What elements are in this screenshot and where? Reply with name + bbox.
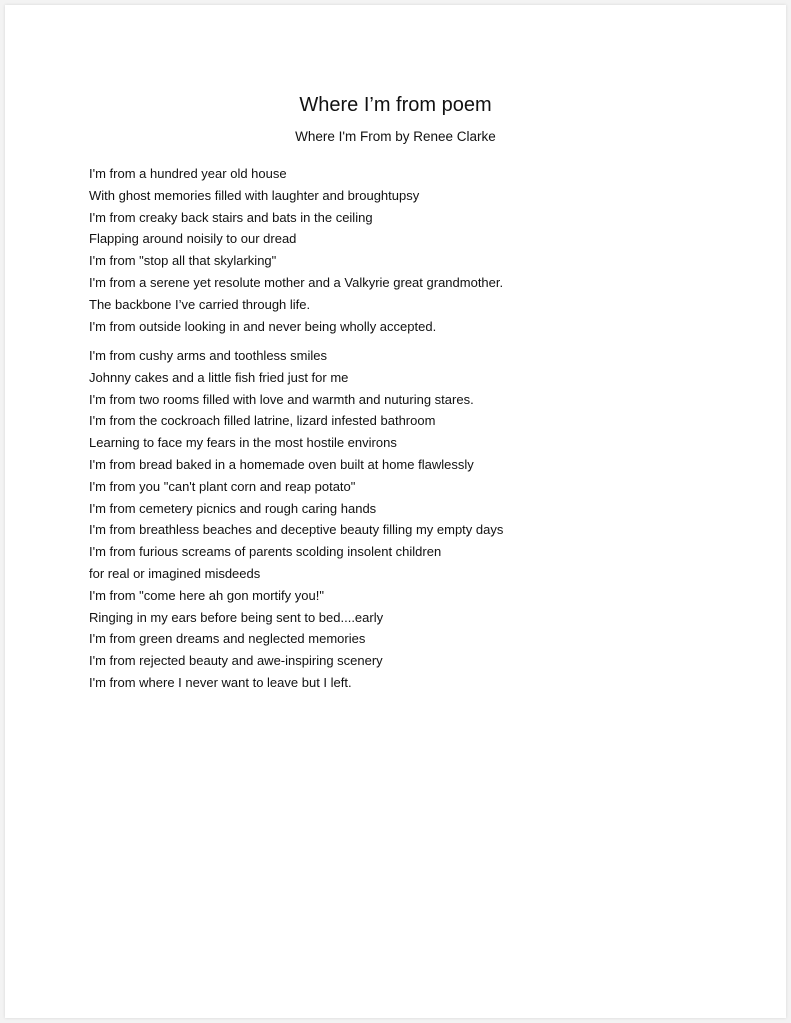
poem-line: With ghost memories filled with laughter and broughtupsy — [89, 187, 420, 203]
poem-line: I'm from the cockroach filled latrine, lizard infested bathroom — [89, 413, 436, 429]
poem-subtitle: Where I'm From by Renee Clarke — [295, 129, 496, 144]
poem-line: I'm from cushy arms and toothless smiles — [89, 348, 327, 363]
poem-line: I'm from a hundred year old house — [89, 166, 287, 181]
poem-line: I'm from where I never want to leave but I left. — [89, 674, 352, 690]
poem-title: Where I’m from poem — [299, 94, 492, 116]
poem-line: I'm from furious screams of parents scolding insolent children — [89, 544, 442, 560]
stanza-2 — [89, 345, 503, 694]
poem-line: I'm from rejected beauty and awe-inspiring scenery — [89, 653, 383, 669]
poem-line: I'm from bread baked in a homemade oven built at home flawlessly — [89, 456, 474, 472]
poem-line: I'm from "come here ah gon mortify you!" — [89, 587, 324, 603]
poem-line: I'm from green dreams and neglected memories — [89, 631, 366, 647]
poem-line: Ringing in my ears before being sent to bed....early — [89, 609, 384, 625]
poem-line: I'm from breathless beaches and deceptive beauty filling my empty days — [89, 522, 504, 538]
poem-line: I'm from outside looking in and never being wholly accepted. — [89, 318, 437, 334]
poem-line: I'm from a serene yet resolute mother and a Valkyrie great grandmother. — [89, 274, 504, 290]
poem-line: I'm from cemetery picnics and rough caring hands — [89, 500, 377, 516]
poem-line: Johnny cakes and a little fish fried just for me — [89, 369, 349, 385]
stanza-1 — [89, 163, 503, 337]
poem-line: The backbone I’ve carried through life. — [89, 296, 311, 312]
document-page — [5, 5, 786, 1018]
poem-line: Flapping around noisily to our dread — [89, 231, 297, 247]
poem-line: I'm from "stop all that skylarking" — [89, 253, 277, 269]
poem-line: I'm from creaky back stairs and bats in the ceiling — [89, 209, 373, 225]
poem-line: I'm from two rooms filled with love and warmth and nuturing stares. — [89, 391, 474, 407]
poem-line: Learning to face my fears in the most hostile environs — [89, 435, 397, 451]
poem-line: I'm from you "can't plant corn and reap potato" — [89, 478, 356, 494]
poem-line: for real or imagined misdeeds — [89, 565, 261, 581]
